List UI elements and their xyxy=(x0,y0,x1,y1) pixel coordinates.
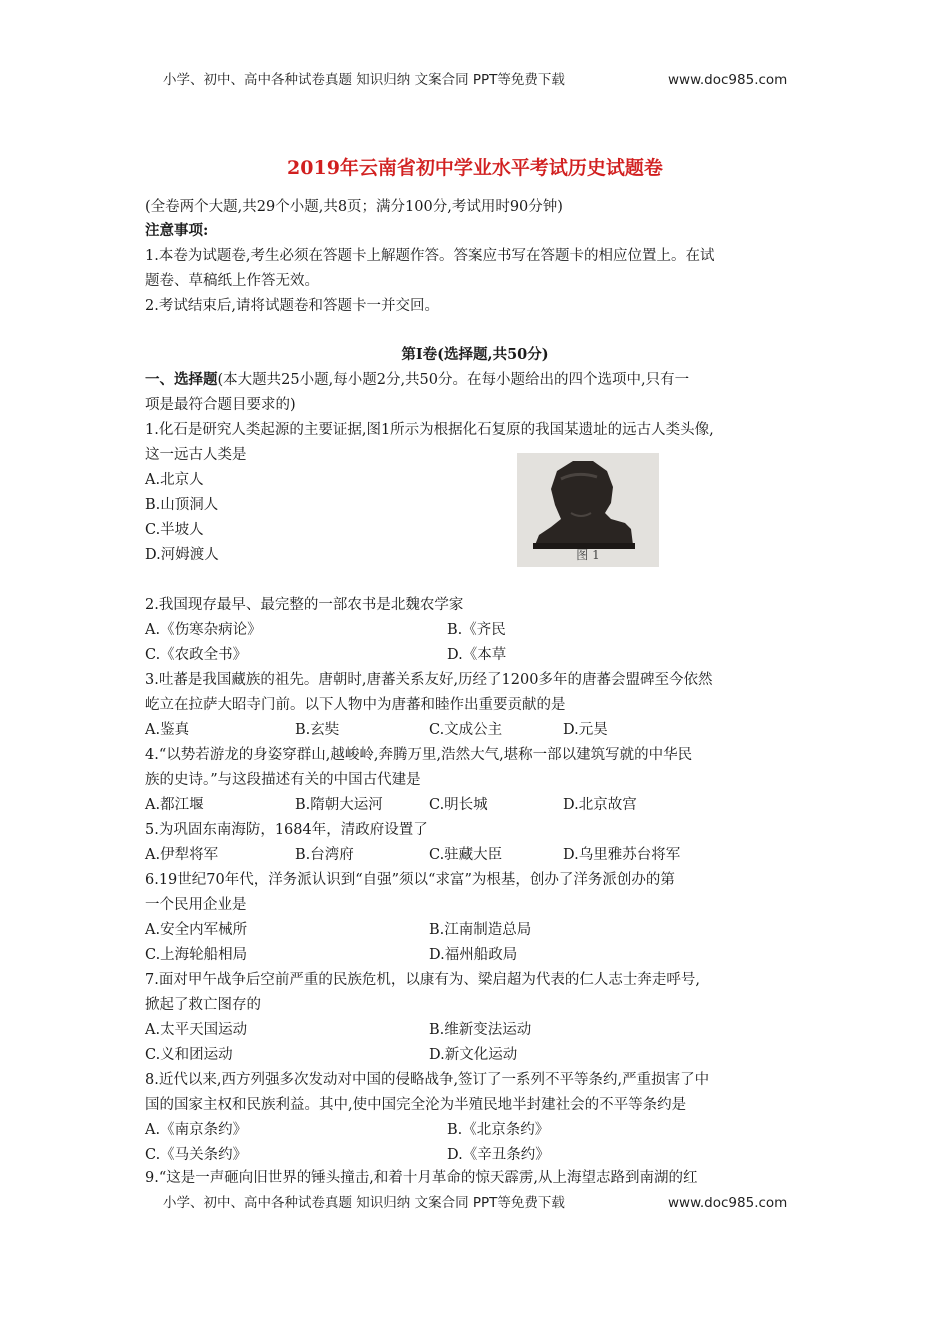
q8-option-c: C.《马关条约》 xyxy=(145,1147,248,1163)
q6-option-b: B.江南制造总局 xyxy=(429,922,532,938)
q5-option-c: C.驻藏大臣 xyxy=(429,847,503,863)
q7-option-b: B.维新变法运动 xyxy=(429,1022,532,1038)
q1-stem: 1.化石是研究人类起源的主要证据,图1所示为根据化石复原的我国某遗址的远古人类头像, xyxy=(145,422,714,438)
q3-option-c: C.文成公主 xyxy=(429,722,503,738)
notice-heading: 注意事项: xyxy=(145,222,209,239)
q7-stem: 7.面对甲午战争后空前严重的民族危机，以康有为、梁启超为代表的仁人志士奔走呼号, xyxy=(145,972,700,988)
q7-option-a: A.太平天国运动 xyxy=(145,1022,248,1038)
q6-stem: 6.19世纪70年代，洋务派认识到“自强”须以“求富”为根基，创办了洋务派创办的第 xyxy=(145,872,675,888)
section-title: 第Ⅰ卷(选择题,共50分) xyxy=(401,346,549,363)
section-intro xyxy=(145,370,689,390)
figure-ancient-human-bust xyxy=(517,453,659,567)
q6-option-d: D.福州船政局 xyxy=(429,947,518,963)
q3-stem-cont: 屹立在拉萨大昭寺门前。以下人物中为唐蕃和睦作出重要贡献的是 xyxy=(145,697,566,713)
notice-item-1: 1.本卷为试题卷,考生必须在答题卡上解题作答。答案应书写在答题卡的相应位置上。在试 xyxy=(145,248,715,264)
footer-site-link[interactable]: www.doc985.com xyxy=(668,1195,788,1211)
q4-option-c: C.明长城 xyxy=(429,797,488,813)
header-site-link[interactable]: www.doc985.com xyxy=(668,72,788,88)
q9-stem: 9.“这是一声砸向旧世界的锤头撞击,和着十月革命的惊天霹雳,从上海望志路到南湖的红 xyxy=(145,1170,698,1186)
q3-stem: 3.吐蕃是我国藏族的祖先。唐朝时,唐蕃关系友好,历经了1200多年的唐蕃会盟碑至今依然 xyxy=(145,672,713,688)
q4-option-a: A.都江堰 xyxy=(145,797,204,813)
q3-option-a: A.鉴真 xyxy=(145,722,190,738)
exam-info: (全卷两个大题,共29个小题,共8页；满分100分,考试用时90分钟) xyxy=(145,199,563,215)
q2-option-c: C.《农政全书》 xyxy=(145,647,248,663)
q2-stem: 2.我国现存最早、最完整的一部农书是北魏农学家 xyxy=(145,597,464,613)
q8-stem-cont: 国的国家主权和民族利益。其中,使中国完全沦为半殖民地半封建社会的不平等条约是 xyxy=(145,1097,687,1113)
q5-option-a: A.伊犁将军 xyxy=(145,847,219,863)
q8-option-b: B.《北京条约》 xyxy=(447,1122,550,1138)
q1-option-a: A.北京人 xyxy=(145,472,204,488)
q4-option-b: B.隋朝大运河 xyxy=(295,797,383,813)
q5-option-b: B.台湾府 xyxy=(295,847,354,863)
q4-stem: 4.“以势若游龙的身姿穿群山,越峻岭,奔腾万里,浩然大气,堪称一部以建筑写就的中华民 xyxy=(145,747,693,763)
section-desc: (本大题共25小题,每小题2分,共50分。在每小题给出的四个选项中,只有一 xyxy=(217,372,690,388)
q6-stem-cont: 一个民用企业是 xyxy=(145,897,247,913)
q8-option-a: A.《南京条约》 xyxy=(145,1122,248,1138)
q2-option-b: B.《齐民 xyxy=(447,622,506,638)
q5-option-d: D.乌里雅苏台将军 xyxy=(563,847,681,863)
q8-stem: 8.近代以来,西方列强多次发动对中国的侵略战争,签订了一系列不平等条约,严重损害了中 xyxy=(145,1072,710,1088)
q6-option-a: A.安全内军械所 xyxy=(145,922,248,938)
q2-option-d: D.《本草 xyxy=(447,647,507,663)
figure-caption: 图 1 xyxy=(576,548,600,562)
section-heading: 一、选择题 xyxy=(145,371,218,388)
q6-option-c: C.上海轮船相局 xyxy=(145,947,248,963)
q4-option-d: D.北京故宫 xyxy=(563,797,637,813)
q3-option-d: D.元昊 xyxy=(563,722,608,738)
section-desc-cont: 项是最符合题目要求的) xyxy=(145,397,296,413)
q2-option-a: A.《伤寒杂病论》 xyxy=(145,622,262,638)
q7-option-d: D.新文化运动 xyxy=(429,1047,518,1063)
notice-item-1-cont: 题卷、草稿纸上作答无效。 xyxy=(145,273,319,289)
q5-stem: 5.为巩固东南海防，1684年，清政府设置了 xyxy=(145,822,428,838)
cropped-region xyxy=(509,588,539,668)
q7-stem-cont: 掀起了救亡图存的 xyxy=(145,997,261,1013)
header-text: 小学、初中、高中各种试卷真题 知识归纳 文案合同 PPT等免费下载 xyxy=(163,72,565,88)
q1-stem-cont: 这一远古人类是 xyxy=(145,447,247,463)
notice-item-2: 2.考试结束后,请将试题卷和答题卡一并交回。 xyxy=(145,298,439,314)
q1-option-b: B.山顶洞人 xyxy=(145,497,219,513)
page-title: 2019年云南省初中学业水平考试历史试题卷 xyxy=(287,157,663,179)
q8-option-d: D.《辛丑条约》 xyxy=(447,1147,550,1163)
q1-option-d: D.河姆渡人 xyxy=(145,547,219,563)
q3-option-b: B.玄奘 xyxy=(295,722,340,738)
q1-option-c: C.半坡人 xyxy=(145,522,204,538)
footer-text: 小学、初中、高中各种试卷真题 知识归纳 文案合同 PPT等免费下载 xyxy=(163,1195,565,1211)
q7-option-c: C.义和团运动 xyxy=(145,1047,233,1063)
q4-stem-cont: 族的史诗。”与这段描述有关的中国古代建是 xyxy=(145,772,421,788)
